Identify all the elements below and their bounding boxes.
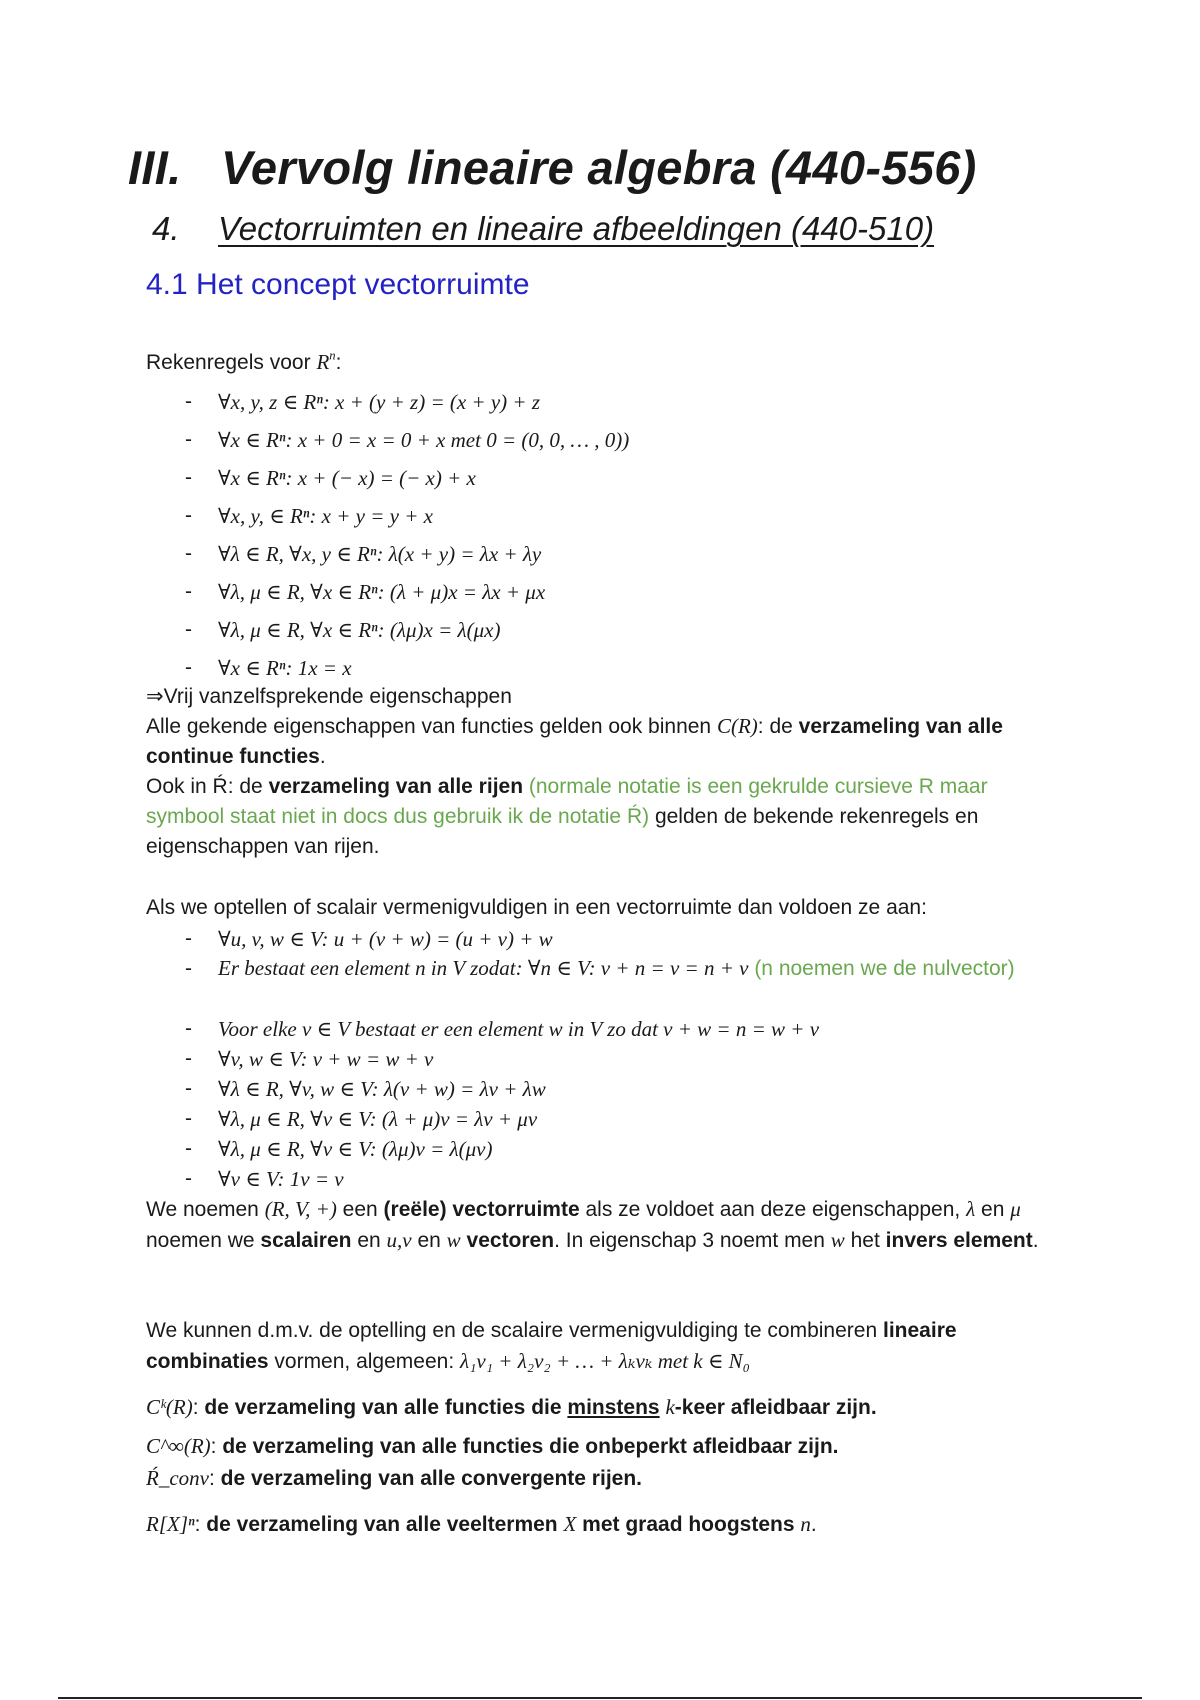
vectorruimte-formula: ∀λ, μ ∈ R, ∀v ∈ V: (λ + μ)v = λv + μv — [218, 1107, 538, 1131]
vectorruimte-formula: Voor elke v ∈ V bestaat er een element w in V zo dat v + w = n = w + v — [218, 1017, 820, 1041]
note-green: (normale notatie is een gekrulde cursieve R maar symbool staat niet in docs dus gebruik ik de notatie Ŕ) — [146, 775, 988, 828]
vectorruimte-formula: ∀λ ∈ R, ∀v, w ∈ V: λ(v + w) = λv + λw — [218, 1077, 546, 1101]
paragraph-functies: Alle gekende eigenschappen van functies gelden ook binnen C(R): de verzameling van alle continue functies. — [146, 714, 1003, 768]
definition-rx: R[X]ⁿ: de verzameling van alle veeltermen X met graad hoogstens n. — [146, 1512, 817, 1536]
vectorruimte-formula: Er bestaat een element n in V zodat: ∀n ∈ V: v + n = v = n + v (n noemen we de nulvector) — [218, 956, 1015, 980]
vectorruimte-formula: ∀u, v, w ∈ V: u + (v + w) = (u + v) + w — [218, 927, 553, 951]
paragraph-noemen: We noemen (R, V, +) een (reële) vectorruimte als ze voldoet aan deze eigenschappen, λ en μ noemen we scalairen en u,v en w vectoren. In eigenschap 3 noemt men w het invers element. — [146, 1197, 1039, 1252]
paragraph-rijen: Ook in Ŕ: de verzameling van alle rijen (normale notatie is een gekrulde cursieve R maar symbool staat niet in docs dus gebruik ik de notatie Ŕ) gelden de bekende rekenregels en eigenschappen van rijen. — [146, 775, 988, 858]
paragraph-optellen: Als we optellen of scalair vermenigvuldigen in een vectorruimte dan voldoen ze aan: — [146, 896, 927, 919]
vectorruimte-formula: ∀v, w ∈ V: v + w = w + v — [218, 1047, 434, 1071]
rekenregel-formula: ∀x, y, ∈ Rⁿ: x + y = y + x — [218, 504, 433, 528]
rekenregel-formula: ∀λ, μ ∈ R, ∀x ∈ Rⁿ: (λ + μ)x = λx + μx — [218, 580, 546, 604]
rekenregel-formula: ∀x ∈ Rⁿ: 1x = x — [218, 656, 352, 680]
page-heading-1 — [128, 140, 977, 195]
bottom-rule — [58, 1697, 1142, 1699]
rekenregel-formula: ∀λ, μ ∈ R, ∀x ∈ Rⁿ: (λμ)x = λ(μx) — [218, 618, 501, 642]
heading-2-number: 4. — [152, 210, 180, 247]
definition-ck: Cᵏ(R): de verzameling van alle functies die minstens k-keer afleidbaar zijn. — [146, 1395, 877, 1419]
rekenregel-formula: ∀x ∈ Rⁿ: x + 0 = x = 0 + x met 0 = (0, 0, … , 0)) — [218, 428, 630, 452]
definition-cinf: C^∞(R): de verzameling van alle functies die onbeperkt afleidbaar zijn. — [146, 1434, 839, 1458]
paragraph-vrij: ⇒Vrij vanzelfsprekende eigenschappen — [146, 685, 512, 708]
heading-1-title: Vervolg lineaire algebra (440-556) — [221, 141, 977, 194]
lineaire-combinatie-formula: λ₁v₁ + λ₂v₂ + … + λₖvₖ met k ∈ N₀ — [460, 1349, 750, 1373]
heading-1-number: III. — [128, 141, 182, 194]
section-heading: 4.1 Het concept vectorruimte — [146, 268, 530, 301]
definition-rconv: Ŕ_conv: de verzameling van alle convergente rijen. — [146, 1466, 642, 1490]
rekenregels-intro-symbol: $R^n$ — [316, 348, 336, 374]
vectorruimte-formula: ∀v ∈ V: 1v = v — [218, 1167, 344, 1191]
rekenregels-intro: Rekenregels voor $R^n$: — [146, 348, 342, 374]
rekenregel-formula: ∀λ ∈ R, ∀x, y ∈ Rⁿ: λ(x + y) = λx + λy — [218, 542, 542, 566]
rekenregels-intro-text: Rekenregels voor — [146, 351, 311, 374]
rekenregel-formula: ∀x, y, z ∈ Rⁿ: x + (y + z) = (x + y) + z — [218, 390, 541, 414]
nulvector-note: (n noemen we de nulvector) — [754, 957, 1015, 980]
rekenregel-formula: ∀x ∈ Rⁿ: x + (− x) = (− x) + x — [218, 466, 476, 490]
page-heading-2 — [152, 210, 934, 248]
heading-2-title: Vectorruimten en lineaire afbeeldingen (440-510) — [218, 210, 935, 247]
paragraph-lineair: We kunnen d.m.v. de optelling en de scalaire vermenigvuldiging te combineren lineaire combinaties vormen, algemeen: λ₁v₁ + λ₂v₂ + … + λₖvₖ met k ∈ N₀ — [146, 1319, 957, 1373]
vectorruimte-formula: ∀λ, μ ∈ R, ∀v ∈ V: (λμ)v = λ(μv) — [218, 1137, 493, 1161]
